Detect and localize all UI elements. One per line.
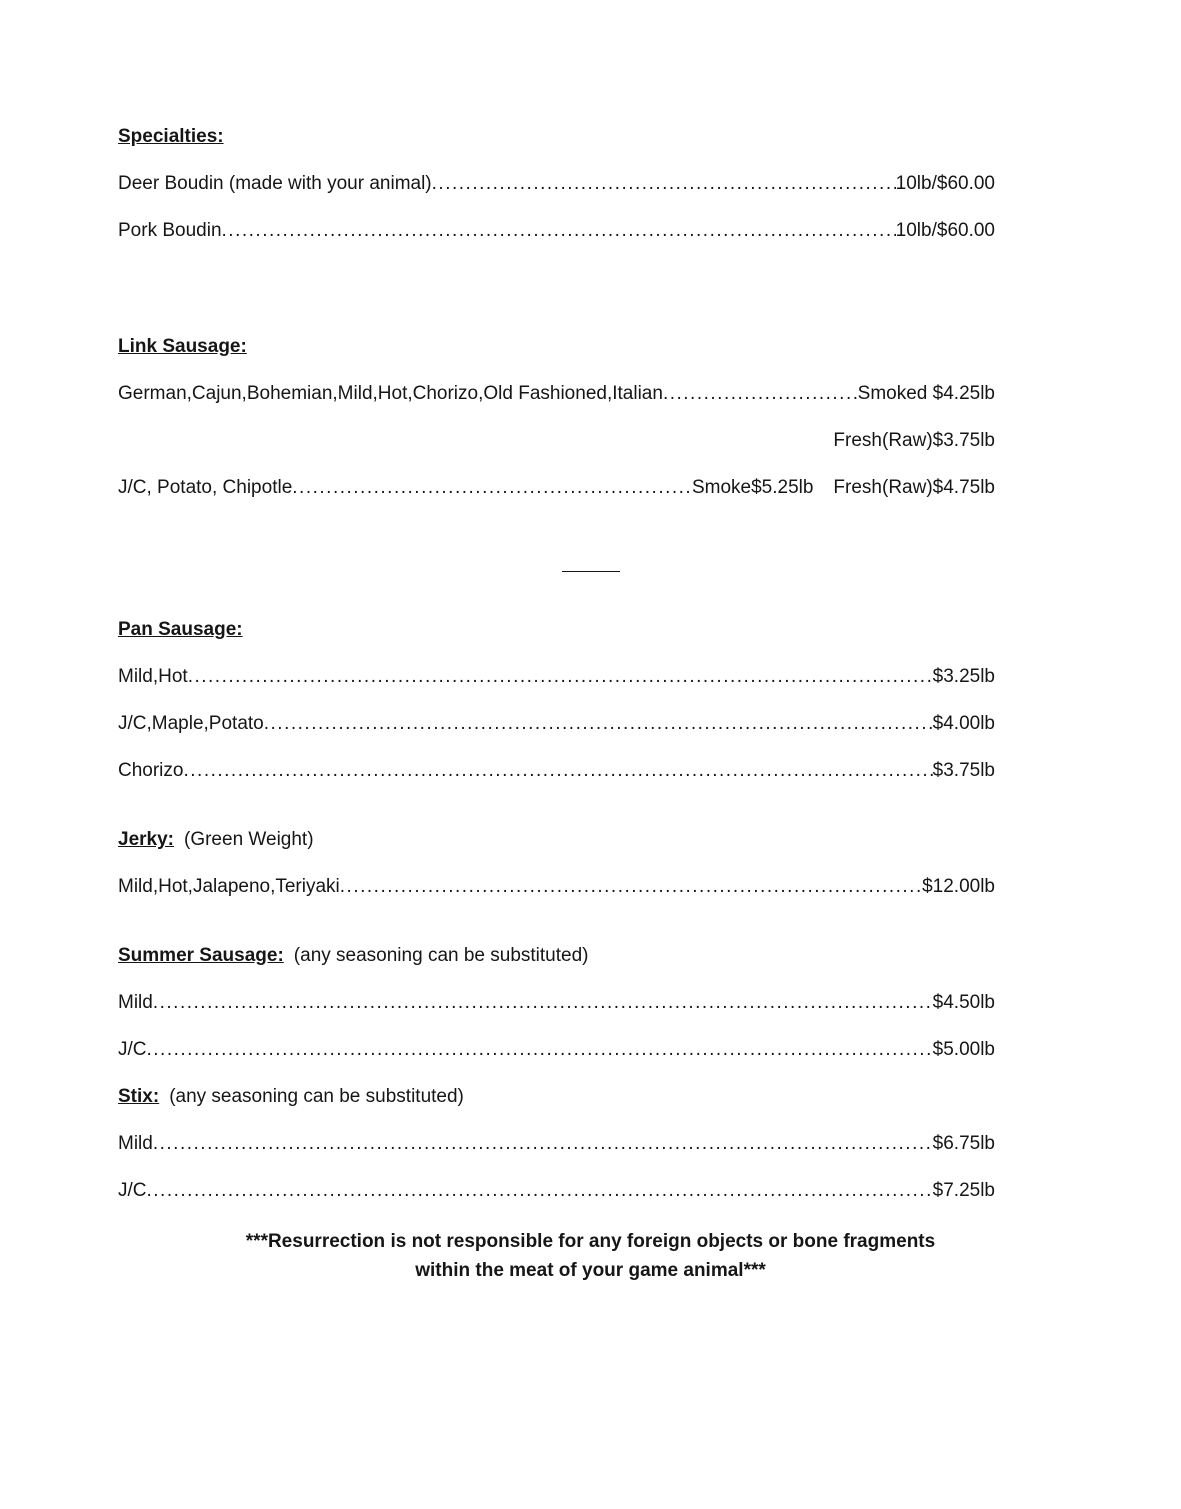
menu-item-row-pan-mild-hot — [118, 666, 995, 688]
menu-content — [118, 126, 995, 1285]
item-name: Mild — [118, 1133, 153, 1154]
item-name: J/C,Maple,Potato — [118, 713, 264, 734]
item-price-smoked: Smoke$5.25lb — [691, 477, 814, 498]
jerky-heading-text: Jerky: — [118, 829, 174, 850]
dot-leader — [188, 666, 933, 688]
menu-item-row-stix-mild — [118, 1133, 995, 1155]
section-heading-specialties — [118, 126, 995, 148]
pan-sausage-heading-text: Pan Sausage: — [118, 619, 243, 640]
item-name: J/C — [118, 1039, 147, 1060]
item-price: $7.25lb — [932, 1180, 995, 1201]
item-name: Pork Boudin — [118, 220, 222, 241]
menu-item-row-summer-mild — [118, 992, 995, 1014]
dot-leader — [183, 760, 932, 782]
item-price: Fresh(Raw)$3.75lb — [833, 430, 995, 451]
section-heading-pan-sausage — [118, 619, 995, 641]
item-price: $6.75lb — [932, 1133, 995, 1154]
item-name: J/C — [118, 1180, 147, 1201]
link-sausage-heading-text: Link Sausage: — [118, 336, 247, 357]
section-heading-stix — [118, 1086, 995, 1108]
item-name: J/C, Potato, Chipotle — [118, 477, 293, 498]
summer-sausage-heading-text: Summer Sausage: — [118, 945, 284, 966]
dot-leader — [264, 713, 933, 735]
item-price: 10lb/$60.00 — [895, 220, 995, 241]
menu-item-row-pan-jc-maple-potato — [118, 713, 995, 735]
item-name: Mild,Hot,Jalapeno,Teriyaki — [118, 876, 340, 897]
item-price: 10lb/$60.00 — [895, 173, 995, 194]
item-price-fresh: Fresh(Raw)$4.75lb — [833, 477, 995, 498]
dot-leader — [153, 992, 933, 1014]
add-on-line — [0, 546, 1181, 572]
menu-item-row-deer-boudin — [118, 173, 995, 195]
footer-line-2: within the meat of your game animal*** — [415, 1260, 766, 1281]
menu-item-row-pan-chorizo — [118, 760, 995, 782]
dot-leader — [663, 383, 858, 405]
item-price: Smoked $4.25lb — [857, 383, 995, 404]
menu-item-row-summer-jc — [118, 1039, 995, 1061]
item-price: $4.50lb — [932, 992, 995, 1013]
item-price: $5.00lb — [932, 1039, 995, 1060]
item-name: Chorizo — [118, 760, 184, 781]
item-price: $4.00lb — [932, 713, 995, 734]
dot-leader — [147, 1039, 933, 1061]
section-heading-link-sausage — [118, 336, 995, 358]
item-name: German,Cajun,Bohemian,Mild,Hot,Chorizo,Old Fashioned,Italian — [118, 383, 663, 404]
dot-leader — [340, 876, 922, 898]
item-name: Deer Boudin (made with your animal) — [118, 173, 432, 194]
section-heading-jerky — [118, 829, 995, 851]
summer-sausage-heading-note: (any seasoning can be substituted) — [293, 945, 589, 966]
item-price: $12.00lb — [922, 876, 995, 897]
item-price: $3.75lb — [932, 760, 995, 781]
stix-heading-text: Stix: — [118, 1086, 160, 1107]
menu-item-row-jerky-flavors — [118, 876, 995, 898]
item-price: $3.25lb — [932, 666, 995, 687]
section-heading-summer-sausage — [118, 945, 995, 967]
jerky-heading-note: (Green Weight) — [184, 829, 314, 850]
item-name: Mild,Hot — [118, 666, 188, 687]
menu-item-row-link-flavors — [118, 383, 995, 405]
footer-disclaimer — [0, 1227, 1181, 1285]
dot-leader — [292, 477, 692, 499]
menu-item-row-pork-boudin — [118, 220, 995, 242]
dot-leader — [147, 1180, 933, 1202]
menu-item-row-jc-potato-chipotle — [118, 477, 995, 499]
dot-leader — [432, 173, 896, 195]
stix-heading-note: (any seasoning can be substituted) — [169, 1086, 464, 1107]
menu-item-row-stix-jc — [118, 1180, 995, 1202]
item-name: Mild — [118, 992, 153, 1013]
dot-leader — [222, 220, 896, 242]
add-on-underlined-text — [562, 546, 620, 572]
specialties-heading-text: Specialties: — [118, 126, 224, 147]
menu-item-row-link-fresh-price — [118, 430, 995, 452]
footer-line-1: ***Resurrection is not responsible for any foreign objects or bone fragments — [245, 1231, 936, 1252]
dot-leader — [153, 1133, 933, 1155]
